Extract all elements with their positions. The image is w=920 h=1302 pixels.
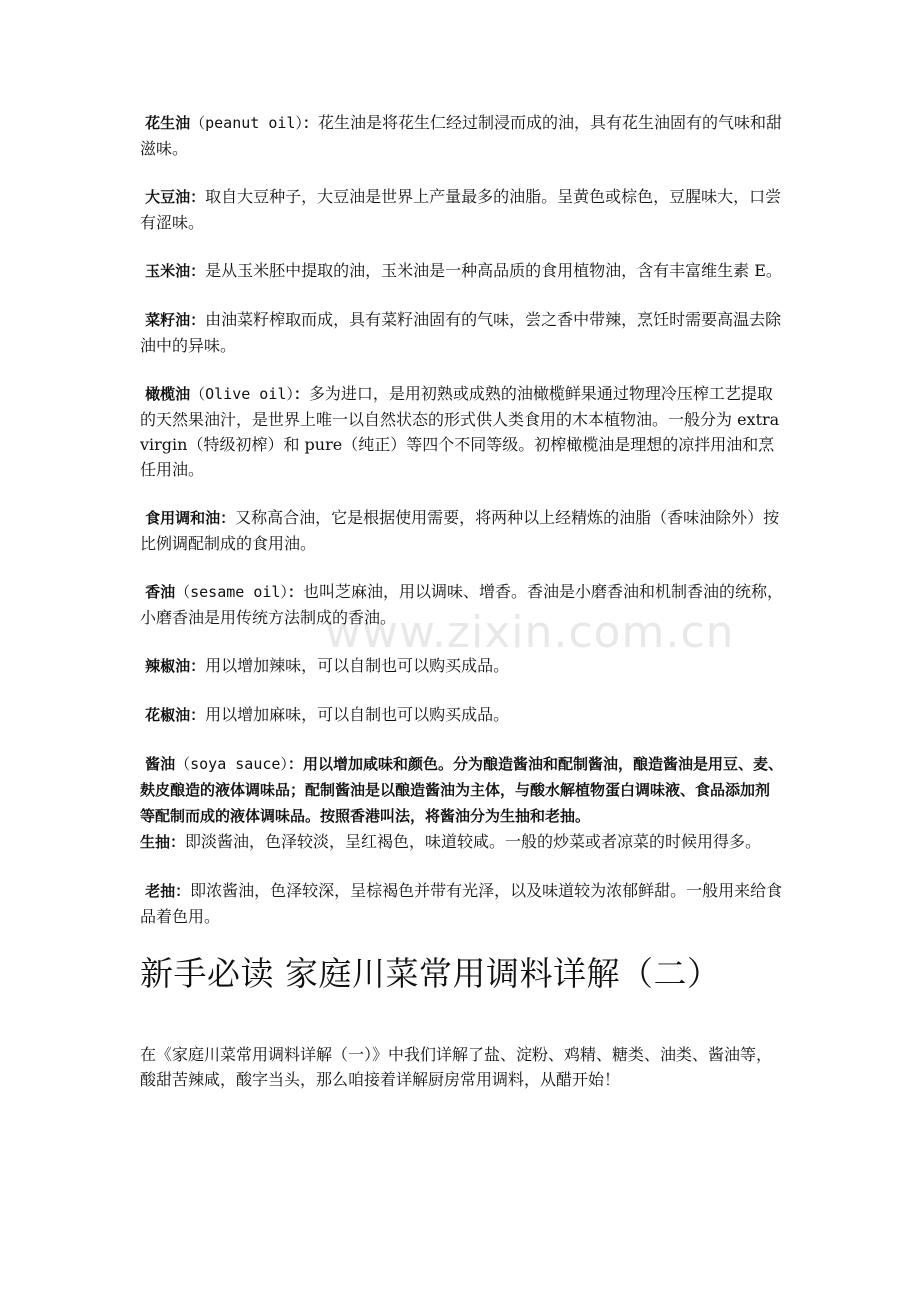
entry-sep: ： [190,311,206,329]
document-body [140,110,784,1108]
entry-label: 香油 [145,583,176,601]
entry-sichuan-pepper-oil [140,702,784,728]
entry-label: 菜籽油 [145,311,191,329]
entry-english: （Olive oil） [190,385,294,403]
entry-soybean-oil [140,184,784,235]
entry-sep: ： [302,114,318,132]
entry-text: 用以增加麻味，可以自制也可以购买成品。 [205,705,510,724]
section-heading: 新手必读 家庭川菜常用调料详解（二） [140,954,721,993]
entry-label: 食用调和油 [145,509,221,527]
entry-text: 多为进口，是用初熟或成熟的油橄榄鲜果通过物理冷压榨工艺提取的天然果油汁，是世界上唯一以自然状态的形式供人类食用的木本植物油。一般分为 extra virgin（特级初榨）和 pure（纯正）等四个不同等级。初榨橄榄油是理想的凉拌用油和烹任用油。 [140,384,780,479]
entry-sep: ： [190,262,206,280]
entry-text: 是从玉米胚中提取的油，玉米油是一种高品质的食用植物油，含有丰富维生素 E。 [205,261,782,280]
entry-sep: ： [287,583,303,601]
entry-text: 花生油是将花生仁经过制浸而成的油，具有花生油固有的气味和甜滋味。 [140,113,782,158]
entry-sep: ： [190,657,206,675]
entry-label: 酱油 [145,755,176,773]
entry-label: 老抽 [145,882,176,900]
entry-text: 又称高合油，它是根据使用需要，将两种以上经精炼的油脂（香味油除外）按比例调配制成的食用油。 [140,508,780,553]
entry-text: 由油菜籽榨取而成，具有菜籽油固有的气味，尝之香中带辣，烹饪时需要高温去除油中的异味。 [140,310,782,355]
watermark: www.zixin.com.cn [325,607,735,658]
entry-peanut-oil [140,110,784,161]
entry-english: （soya sauce） [175,755,288,773]
entry-light-soy [140,829,784,855]
entry-label: 玉米油 [145,262,191,280]
entry-label: 辣椒油 [145,657,191,675]
entry-sep: ： [287,755,303,773]
entry-sep: ： [190,188,206,206]
entry-chili-oil [140,653,784,679]
entry-label: 橄榄油 [145,385,191,403]
entry-sep: ： [170,833,186,851]
entry-label: 大豆油 [145,188,191,206]
entry-english: （peanut oil） [190,114,303,132]
entry-sesame-oil [140,579,784,630]
entry-text: 用以增加辣味，可以自制也可以购买成品。 [205,656,510,675]
entry-label: 花椒油 [145,706,191,724]
entry-dark-soy [140,878,784,929]
entry-text: 也叫芝麻油，用以调味、增香。香油是小磨香油和机制香油的统称，小磨香油是用传统方法制成的香油。 [140,582,783,627]
entry-sep: ： [175,882,191,900]
intro-paragraph: 在《家庭川菜常用调料详解（一）》中我们详解了盐、淀粉、鸡精、糖类、油类、酱油等，酸甜苦辣咸，酸字当头，那么咱接着详解厨房常用调料，从醋开始！ [140,1045,773,1089]
entry-text: 即淡酱油，色泽较淡，呈红褐色，味道较咸。一般的炒菜或者凉菜的时候用得多。 [185,832,762,851]
entry-blended-oil [140,505,784,556]
entry-english: （sesame oil） [175,583,288,601]
entry-soy-sauce [140,751,784,829]
entry-sep: ： [190,706,206,724]
entry-olive-oil [140,381,784,482]
entry-rapeseed-oil [140,307,784,358]
entry-text: 用以增加咸味和颜色。分为酿造酱油和配制酱油，酿造酱油是用豆、麦、麸皮酿造的液体调味品；配制酱油是以酿造酱油为主体，与酸水解植物蛋白调味液、食品添加剂等配制而成的液体调味品。按照香港叫法，将酱油分为生抽和老抽。 [140,755,783,825]
entry-sep: ： [220,509,236,527]
entry-sep: ： [293,385,309,403]
entry-text: 即浓酱油，色泽较深，呈棕褐色并带有光泽，以及味道较为浓郁鲜甜。一般用来给食品着色用。 [140,881,783,926]
entry-label: 花生油 [145,114,191,132]
entry-label: 生抽 [140,833,171,851]
entry-text: 取自大豆种子，大豆油是世界上产量最多的油脂。呈黄色或棕色，豆腥味大，口尝有涩味。 [140,187,782,232]
entry-corn-oil [140,258,784,284]
